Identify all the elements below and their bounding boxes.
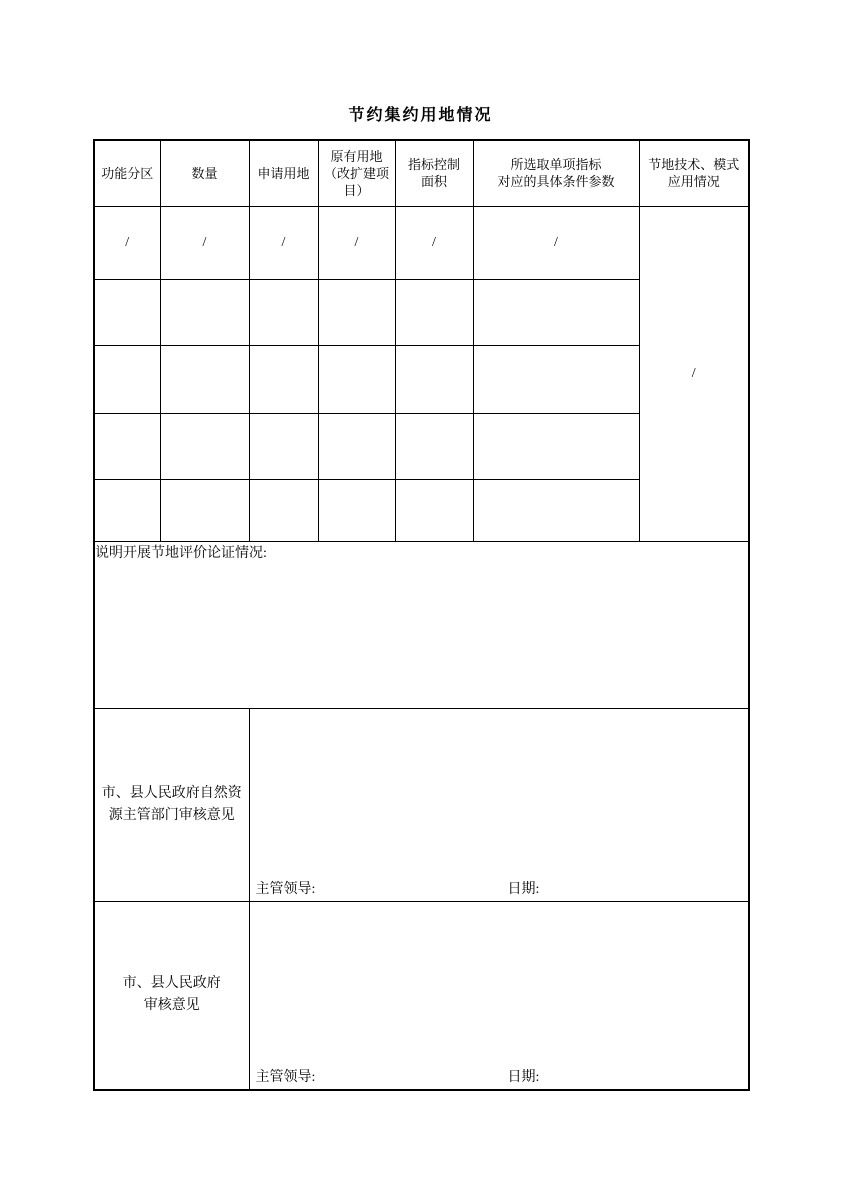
header-line: 数量	[191, 165, 218, 181]
review-label-line: 审核意见	[143, 998, 200, 1014]
cell-function-zone: /	[94, 206, 160, 279]
cell-applied-land: /	[249, 206, 318, 279]
cell-original-land	[318, 479, 395, 541]
date-label: 日期:	[507, 881, 540, 897]
page-title: 节约集约用地情况	[348, 107, 493, 124]
header-line: 应用情况	[667, 174, 720, 190]
cell-quantity	[160, 413, 249, 479]
cell-quantity: /	[160, 206, 249, 279]
cell-control-area	[395, 413, 473, 479]
cell-quantity	[160, 279, 249, 345]
review-content-government	[249, 901, 749, 1090]
column-header-tech-application	[639, 140, 749, 206]
cell-quantity	[160, 345, 249, 413]
signature-line	[256, 1069, 745, 1087]
cell-applied-land	[249, 279, 318, 345]
land-use-table	[93, 139, 750, 1091]
header-line: 面积	[420, 174, 447, 190]
cell-condition-params: /	[473, 206, 639, 279]
header-line: 原有用地	[330, 148, 383, 164]
header-line: 所选取单项指标	[510, 157, 602, 173]
cell-condition-params	[473, 345, 639, 413]
cell-function-zone	[94, 279, 160, 345]
table-header-row	[94, 140, 749, 206]
review-label-line: 市、县人民政府自然资	[101, 785, 242, 801]
cell-quantity	[160, 479, 249, 541]
cell-tech-application-merged: /	[639, 206, 749, 541]
cell-function-zone	[94, 479, 160, 541]
column-header-condition-params	[473, 140, 639, 206]
header-line: 目）	[343, 182, 370, 198]
cell-original-land: /	[318, 206, 395, 279]
cell-applied-land	[249, 479, 318, 541]
cell-function-zone	[94, 345, 160, 413]
column-header-control-area	[395, 140, 473, 206]
table-row	[94, 206, 749, 279]
cell-applied-land	[249, 413, 318, 479]
header-line: 指标控制	[407, 157, 460, 173]
cell-control-area	[395, 479, 473, 541]
cell-control-area: /	[395, 206, 473, 279]
note-section-row	[94, 541, 749, 708]
leader-label: 主管领导:	[255, 881, 316, 897]
review-section-row-natural-resources	[94, 708, 749, 901]
cell-original-land	[318, 279, 395, 345]
cell-condition-params	[473, 279, 639, 345]
leader-label: 主管领导:	[255, 1070, 316, 1085]
review-label-line: 源主管部门审核意见	[108, 807, 235, 823]
column-header-original-land	[318, 140, 395, 206]
header-line: 功能分区	[101, 165, 154, 181]
cell-condition-params	[473, 413, 639, 479]
review-section-row-government	[94, 901, 749, 1090]
review-content-natural-resources	[249, 708, 749, 901]
column-header-function-zone	[94, 140, 160, 206]
signature-line	[256, 881, 745, 899]
note-cell	[94, 541, 749, 708]
cell-original-land	[318, 345, 395, 413]
review-label-natural-resources	[94, 708, 249, 901]
column-header-applied-land	[249, 140, 318, 206]
header-line: 申请用地	[257, 165, 310, 181]
cell-control-area	[395, 345, 473, 413]
cell-applied-land	[249, 345, 318, 413]
review-label-line: 市、县人民政府	[122, 976, 221, 992]
header-line: 对应的具体条件参数	[497, 174, 615, 190]
cell-control-area	[395, 279, 473, 345]
review-label-government	[94, 901, 249, 1090]
note-label: 说明开展节地评价论证情况:	[95, 545, 267, 561]
header-line: （改扩建项	[323, 165, 389, 181]
header-line: 节地技术、模式	[648, 157, 740, 173]
cell-condition-params	[473, 479, 639, 541]
column-header-quantity	[160, 140, 249, 206]
date-label: 日期:	[507, 1070, 540, 1085]
cell-function-zone	[94, 413, 160, 479]
cell-original-land	[318, 413, 395, 479]
